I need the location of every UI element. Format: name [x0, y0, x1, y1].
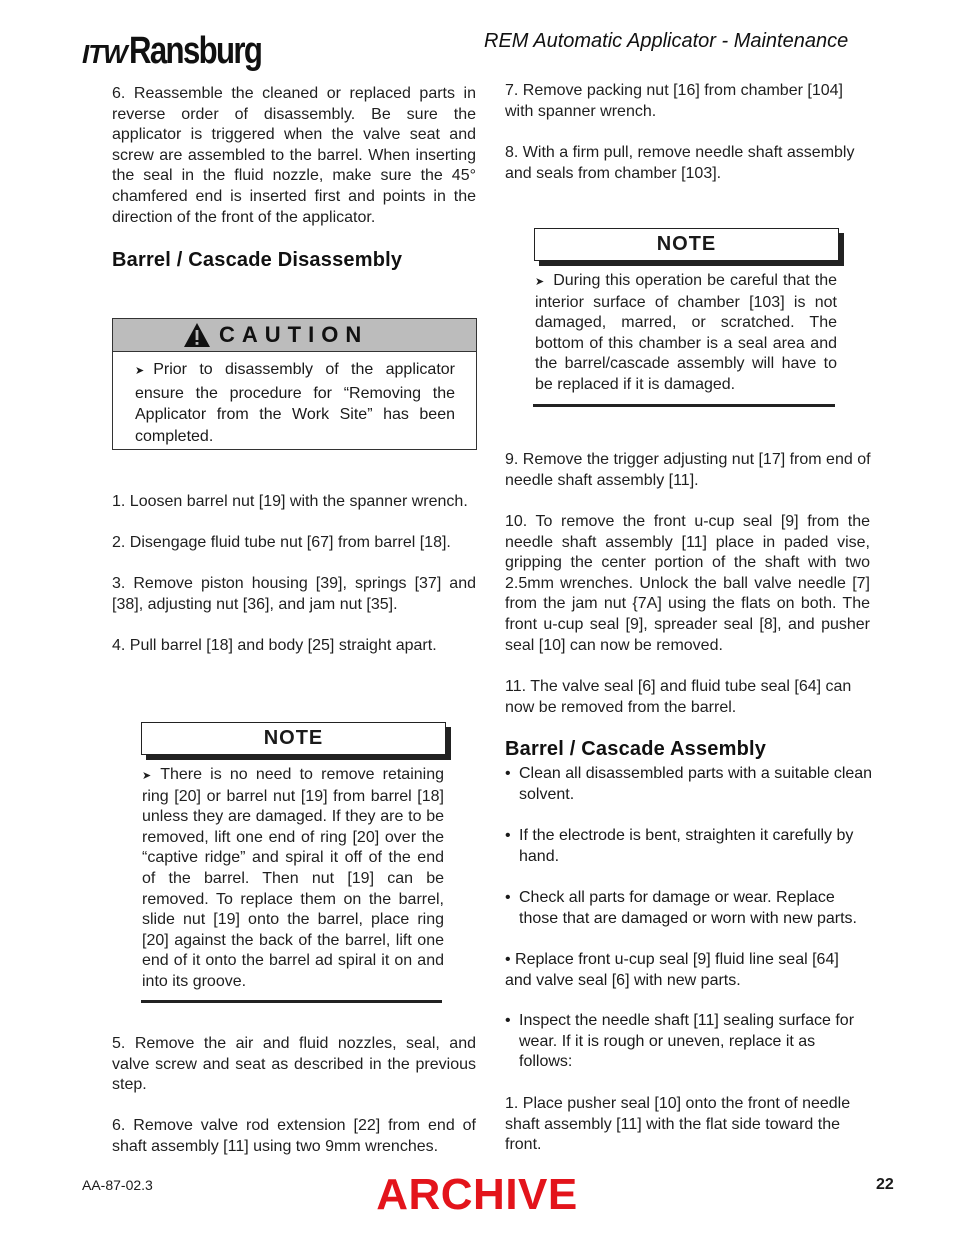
- bullet-marker: •: [505, 951, 516, 968]
- note-text-block-left: [142, 765, 444, 993]
- page-header-title: REM Automatic Applicator - Maintenance: [484, 30, 849, 52]
- bullet-text: If the electrode is bent, straighten it carefully by hand.: [519, 827, 854, 865]
- bullet-text: Clean all disassembled parts with a suitable clean solvent.: [519, 765, 873, 803]
- note-header-left: [141, 722, 446, 755]
- logo-name: Ransburg: [128, 30, 261, 72]
- disassembly-step-4: 4. Pull barrel [18] and body [25] straight apart.: [112, 637, 437, 654]
- caution-box: [112, 318, 477, 450]
- bullet-text: Inspect the needle shaft [11] sealing surface for wear. If it is rough or uneven, replace it as follows:: [519, 1012, 855, 1071]
- logo-prefix: ITW: [82, 39, 127, 69]
- disassembly-step-2: 2. Disengage fluid tube nut [67] from barrel [18].: [112, 534, 451, 551]
- caution-text: Prior to disassembly of the applicator ensure the procedure for “Removing the Applicator from the Work Site” has been completed.: [135, 361, 455, 445]
- caution-header: [113, 319, 476, 352]
- assembly-bullet-2: [505, 826, 873, 867]
- assembly-step-1: 1. Place pusher seal [10] onto the front of needle shaft assembly [11] with the flat side toward the front.: [505, 1095, 851, 1154]
- archive-watermark: ARCHIVE: [376, 1170, 578, 1219]
- assembly-bullet-5: [505, 1011, 870, 1073]
- caution-text-block: [135, 359, 455, 447]
- disassembly-heading: Barrel / Cascade Disassembly: [112, 249, 403, 271]
- disassembly-step-3: 3. Remove piston housing [39], springs [37] and [38], adjusting nut [36], and jam nut [35].: [112, 575, 476, 613]
- note-header-right: [534, 228, 839, 261]
- caution-title: CAUTION: [219, 322, 369, 347]
- bullet-text: Replace front u-cup seal [9] fluid line seal [64] and valve seal [6] with new parts.: [505, 951, 839, 989]
- disassembly-step-1: 1. Loosen barrel nut [19] with the spanner wrench.: [112, 493, 468, 510]
- disassembly-step-5: 5. Remove the air and fluid nozzles, seal, and valve screw and seat as described in the previous step.: [112, 1035, 476, 1094]
- note-title-left: NOTE: [263, 727, 324, 749]
- assembly-bullet-1: [505, 764, 873, 805]
- warning-icon: [183, 322, 211, 348]
- note-text-right: During this operation be careful that the interior surface of chamber [103] is not damaged, marred, or scratched. The bottom of this chamber is a seal area and the barrel/cascade assembly will have to be replaced if it is damaged.: [535, 272, 837, 393]
- bullet-marker: •: [505, 1012, 511, 1029]
- note-text-block-right: [535, 271, 837, 396]
- document-code: AA-87-02.3: [82, 1177, 153, 1193]
- note-divider-right: [533, 404, 835, 407]
- assembly-heading: Barrel / Cascade Assembly: [505, 738, 767, 760]
- note-title-right: NOTE: [656, 233, 717, 255]
- note-text-left: There is no need to remove retaining ring [20] or barrel nut [19] from barrel [18] unless they are damaged. If they are to be removed, lift one end of ring [20] over the “captive ridge” and spiral it off of the end of the barrel. Then nut [19] can be removed. To replace them on the barrel, slide nut [19] onto the barrel, place ring [20] against the back of the barrel, lift one end of it onto the barrel ad spiral it on and into its groove.: [142, 766, 444, 990]
- reassemble-step: 6. Reassemble the cleaned or replaced parts in reverse order of disassembly. Be sure the applicator is triggered when the valve seat and screw are assembled to the barrel. When inserting the seal in the fluid nozzle, make sure the 45° chamfered end is inserted first and points in the direction of the front of the applicator.: [112, 85, 476, 226]
- disassembly-step-10: 10. To remove the front u-cup seal [9] from the needle shaft assembly [11] place in paded vise, gripping the center portion of the shaft with two 2.5mm wrenches. Unlock the ball valve needle [7] from the jam nut {7A] using the flats on both. The front u-cup seal [9], spreader seal [8], and pusher seal [10] can now be removed.: [505, 513, 870, 654]
- bullet-marker: •: [505, 765, 511, 782]
- bullet-text: Check all parts for damage or wear. Replace those that are damaged or worn with new parts.: [519, 889, 857, 927]
- disassembly-step-11: 11. The valve seal [6] and fluid tube seal [64] can now be removed from the barrel.: [505, 678, 852, 716]
- assembly-bullet-3: [505, 888, 873, 929]
- bullet-marker: •: [505, 889, 511, 906]
- assembly-bullet-4: [505, 950, 845, 991]
- disassembly-step-9: 9. Remove the trigger adjusting nut [17] from end of needle shaft assembly [11].: [505, 451, 871, 489]
- disassembly-step-7: 7. Remove packing nut [16] from chamber [104] with spanner wrench.: [505, 82, 843, 120]
- company-logo: [82, 22, 290, 70]
- pointer-arrow-icon: ➤: [535, 276, 545, 288]
- pointer-arrow-icon: ➤: [142, 770, 152, 782]
- pointer-arrow-icon: ➤: [135, 365, 145, 377]
- bullet-marker: •: [505, 827, 511, 844]
- disassembly-step-6: 6. Remove valve rod extension [22] from end of shaft assembly [11] using two 9mm wrenches.: [112, 1117, 476, 1155]
- page-number: 22: [876, 1176, 894, 1193]
- note-divider-left: [141, 1000, 442, 1003]
- disassembly-step-8: 8. With a firm pull, remove needle shaft assembly and seals from chamber [103].: [505, 144, 855, 182]
